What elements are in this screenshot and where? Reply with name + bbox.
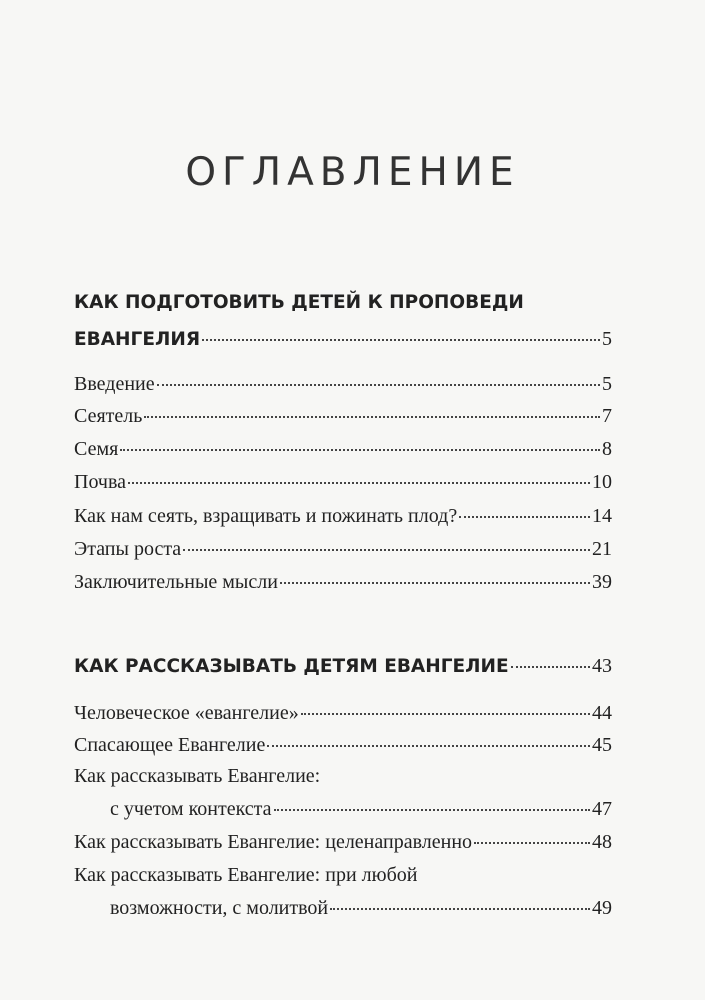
toc-entry-prayer-line-1: Как рассказывать Евангелие: при любой [74,864,418,886]
entry-label: Как рассказывать Евангелие: целенаправленно [74,831,473,853]
entry-label: с учетом контекста [110,798,272,820]
section-2-heading[interactable] [74,654,612,679]
section-2-heading-label: КАК РАССКАЗЫВАТЬ ДЕТЯМ ЕВАНГЕЛИЕ [74,656,509,677]
dot-leader [511,666,590,668]
page-number: 5 [602,328,612,350]
dot-leader [157,384,600,386]
entry-label: Человеческое «евангелие» [74,702,299,724]
dot-leader [144,416,600,418]
page-number: 49 [592,897,612,919]
toc-entry-intro[interactable] [74,372,612,396]
toc-entry-purposeful[interactable] [74,830,612,854]
entry-label: Сеятель [74,405,143,427]
page-number: 5 [602,373,612,395]
toc-entry-how-to-sow[interactable] [74,504,612,528]
page-number: 47 [592,798,612,820]
page-title: ОГЛАВЛЕНИЕ [185,150,520,195]
dot-leader [120,449,600,451]
toc-entry-growth-stages[interactable] [74,537,612,561]
dot-leader [459,516,590,518]
page-number: 14 [592,505,612,527]
page-number: 39 [592,571,612,593]
dot-leader [183,549,590,551]
page-number: 21 [592,538,612,560]
page-number: 48 [592,831,612,853]
dot-leader [202,339,600,341]
toc-entry-seed[interactable] [74,437,612,461]
dot-leader [474,842,590,844]
dot-leader [330,908,590,910]
page-number: 44 [592,702,612,724]
page-number: 10 [592,471,612,493]
toc-entry-context-line-1: Как рассказывать Евангелие: [74,765,321,787]
page-number: 7 [602,405,612,427]
entry-label: Заключительные мысли [74,571,278,593]
toc-entry-saving-gospel[interactable] [74,733,612,757]
dot-leader [267,745,590,747]
section-1-heading-line-1: КАК ПОДГОТОВИТЬ ДЕТЕЙ К ПРОПОВЕДИ [74,292,524,313]
entry-label: возможности, с молитвой [110,897,329,919]
dot-leader [280,582,590,584]
entry-label: Спасающее Евангелие [74,734,266,756]
toc-entry-human-gospel[interactable] [74,701,612,725]
page-number: 8 [602,438,612,460]
dot-leader [301,713,590,715]
dot-leader [128,482,590,484]
entry-label: Как нам сеять, взращивать и пожинать плод? [74,505,458,527]
toc-entry-sower[interactable] [74,404,612,428]
entry-label: Этапы роста [74,538,182,560]
entry-label: Семя [74,438,119,460]
section-1-heading-line-2: ЕВАНГЕЛИЯ [74,329,201,350]
toc-entry-context[interactable] [110,797,612,821]
page-number: 43 [592,655,612,677]
entry-label: Почва [74,471,127,493]
toc-entry-soil[interactable] [74,470,612,494]
toc-entry-final-thoughts[interactable] [74,570,612,594]
page-number: 45 [592,734,612,756]
section-1-heading[interactable] [74,327,612,352]
entry-label: Введение [74,373,155,395]
dot-leader [274,809,590,811]
toc-entry-prayer[interactable] [110,896,612,920]
